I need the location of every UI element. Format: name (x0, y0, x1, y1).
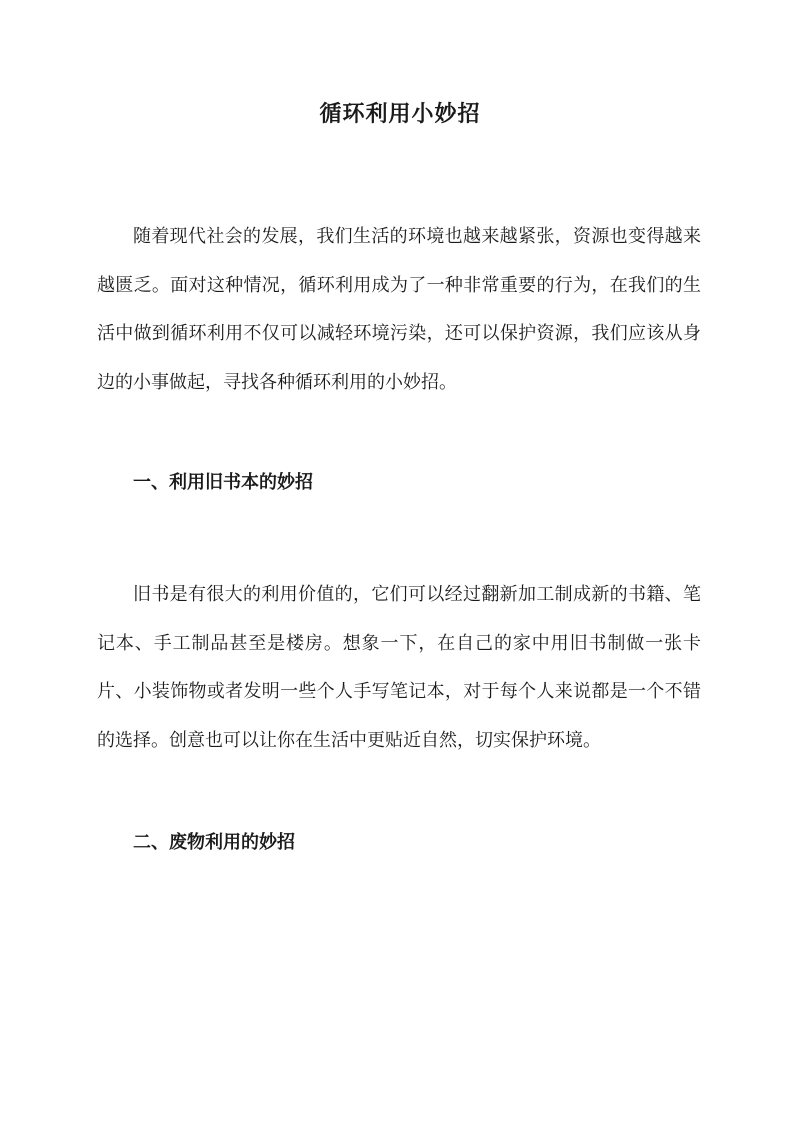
section-heading-waste-reuse: 二、废物利用的妙招 (133, 832, 295, 853)
section-body-old-books: 旧书是有很大的利用价值的，它们可以经过翻新加工制成新的书籍、笔记本、手工制品甚至是楼房。想象一下，在自己的家中用旧书制做一张卡片、小装饰物或者发明一些个人手写笔记本，对于每个人来说都是一个不错的选择。创意也可以让你在生活中更贴近自然，切实保护环境。 (97, 584, 701, 751)
document-title: 循环利用小妙招 (319, 101, 481, 127)
intro-paragraph: 随着现代社会的发展，我们生活的环境也越来越紧张，资源也变得越来越匮乏。面对这种情况，循环利用成为了一种非常重要的行为，在我们的生活中做到循环利用不仅可以减轻环境污染，还可以保护资源，我们应该从身边的小事做起，寻找各种循环利用的小妙招。 (97, 226, 701, 393)
section-heading-old-books: 一、利用旧书本的妙招 (133, 472, 313, 493)
